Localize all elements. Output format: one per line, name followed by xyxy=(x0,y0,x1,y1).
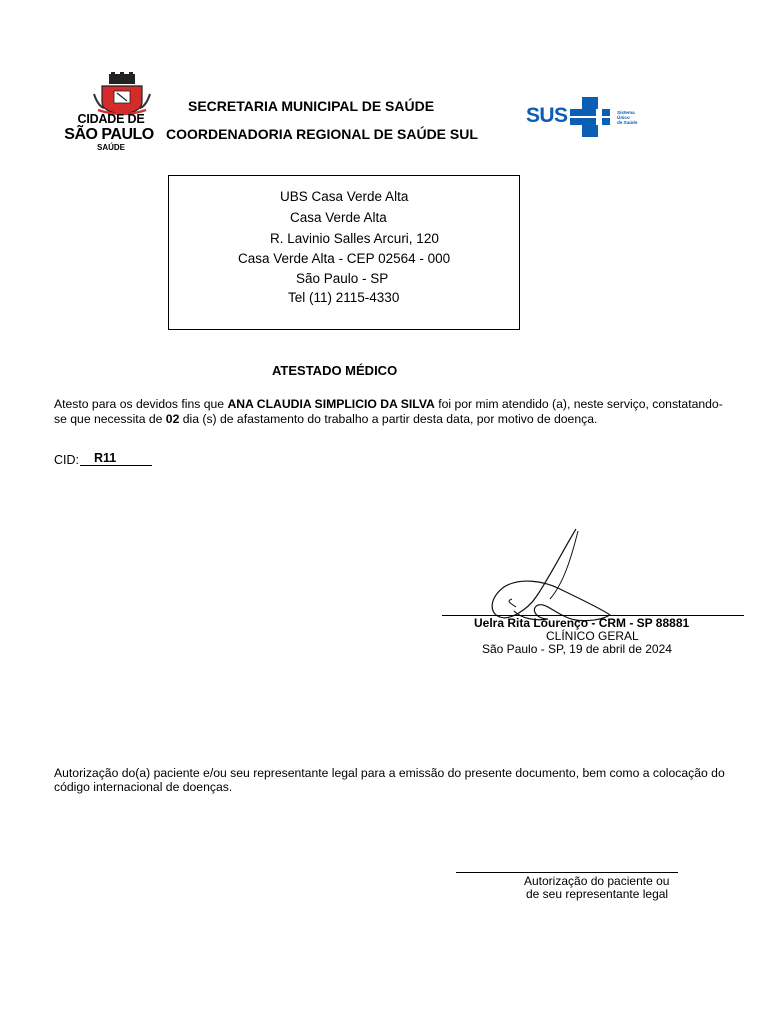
header-title-secretaria: SECRETARIA MUNICIPAL DE SAÚDE xyxy=(188,98,435,114)
logo-text-line1: CIDADE DE xyxy=(77,112,145,126)
authorization-caption-line2: de seu representante legal xyxy=(526,887,669,901)
authorization-signature-line xyxy=(456,872,678,873)
authorization-caption-line1: Autorização do paciente ou xyxy=(524,874,670,888)
address-neighborhood: Casa Verde Alta xyxy=(290,210,387,225)
authorization-text: Autorização do(a) paciente e/ou seu representante legal para a emissão do presente documento, bem como a colocação do código internacional de doenças. xyxy=(54,766,725,794)
cid-label: CID: xyxy=(54,453,79,467)
header-title-coordenadoria: COORDENADORIA REGIONAL DE SAÚDE SUL xyxy=(166,126,478,142)
logo-text-line2: SÃO PAULO xyxy=(64,126,154,143)
days-off: 02 xyxy=(165,411,180,426)
patient-name: ANA CLAUDIA SIMPLICIO DA SILVA xyxy=(227,397,435,411)
certificate-title: ATESTADO MÉDICO xyxy=(272,363,398,378)
cid-value: R11 xyxy=(94,451,117,465)
address-street: R. Lavinio Salles Arcuri, 120 xyxy=(270,231,439,246)
logo-text-line3: SAÚDE xyxy=(96,143,125,152)
address-unit: UBS Casa Verde Alta xyxy=(280,189,409,204)
sus-logo-text: SUS xyxy=(526,104,568,127)
place-date: São Paulo - SP, 19 de abril de 2024 xyxy=(482,642,672,656)
certificate-text: Atesto para os devidos fins que ANA CLAUDIA SIMPLICIO DA SILVA foi por mim atendido (a), neste serviço, constatando-se que necessita de 02 dia (s) de afastamento do trabalho a partir desta data, por motivo de doença. xyxy=(54,397,723,426)
address-city: São Paulo - SP xyxy=(296,271,389,286)
cid-underline xyxy=(80,465,152,466)
sus-logo-subtitle: Sistema Único de Saúde xyxy=(617,110,638,125)
address-phone: Tel (11) 2115-4330 xyxy=(288,290,400,305)
doctor-role: CLÍNICO GERAL xyxy=(546,629,639,643)
address-cep: Casa Verde Alta - CEP 02564 - 000 xyxy=(238,251,451,266)
doctor-name: Uelra Rita Lourenço - CRM - SP 88881 xyxy=(474,616,690,630)
